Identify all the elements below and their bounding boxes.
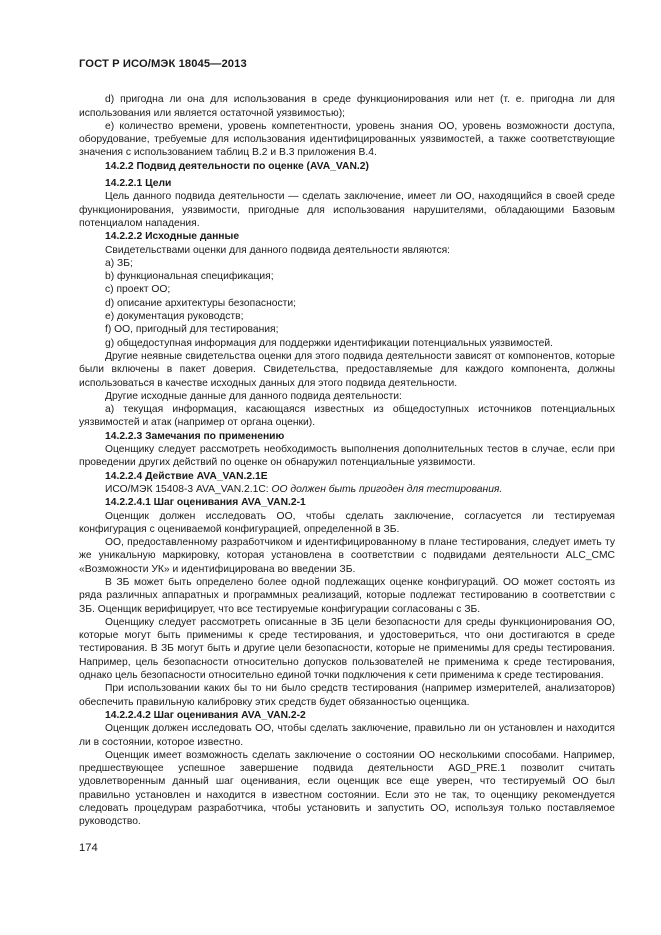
paragraph: d) описание архитектуры безопасности; xyxy=(105,297,296,309)
section-heading: 14.2.2 Подвид деятельности по оценке (AVA_VAN.2) xyxy=(105,160,369,172)
paragraph: Оценщик имеет возможность сделать заключение о состоянии ОО несколькими способами. Например, предшествующее успешное завершение подвида деятельности AGD_PRE.1 позволит считать удовлетворенным данный шаг оценивания, если оценщик все еще уверен, что тестируемый ОО был правильно установлен и находится в известном состоянии. Если это не так, то оценщику рекомендуется следовать процедурам разработчика, чтобы установить и запустить ОО, используя только поставляемое руководство. xyxy=(79,749,615,828)
paragraph: Свидетельствами оценки для данного подвида деятельности являются: xyxy=(105,244,451,256)
paragraph: Другие исходные данные для данного подвида деятельности: xyxy=(105,390,402,402)
section-heading: 14.2.2.4 Действие AVA_VAN.2.1E xyxy=(105,470,268,482)
paragraph: Оценщик должен исследовать ОО, чтобы сделать заключение, согласуется ли тестируемая конфигурация с оцениваемой конфигурацией, определенной в ЗБ. xyxy=(79,510,615,535)
section-heading: 14.2.2.2 Исходные данные xyxy=(105,231,240,243)
paragraph: Оценщик должен исследовать ОО, чтобы сделать заключение, правильно ли он установлен и находится ли в состоянии, которое известно. xyxy=(79,723,615,748)
paragraph: b) функциональная спецификация; xyxy=(105,271,274,283)
page-number: 174 xyxy=(79,842,98,854)
paragraph-lead: ИСО/МЭК 15408-3 AVA_VAN.2.1C: xyxy=(105,483,272,495)
body-text xyxy=(79,93,615,828)
paragraph: d) пригодна ли она для использования в среде функционирования или нет (т. е. пригодна ли для использования или является остаточной уязвимостью); xyxy=(79,94,615,119)
section-heading: 14.2.2.4.2 Шаг оценивания AVA_VAN.2-2 xyxy=(105,709,306,721)
paragraph-emphasis: ОО должен быть пригоден для тестирования. xyxy=(271,483,503,495)
paragraph: e) документация руководств; xyxy=(105,311,244,323)
document-page xyxy=(79,58,615,829)
document-header: ГОСТ Р ИСО/МЭК 18045—2013 xyxy=(79,58,247,70)
paragraph: е) количество времени, уровень компетентности, уровень знания ОО, уровень возможности доступа, оборудование, требуемые для использования идентифицированных уязвимостей, а также соответствующие значения с использованием таблиц В.2 и В.3 приложения В.4. xyxy=(79,120,615,159)
paragraph: a) ЗБ; xyxy=(105,257,133,269)
paragraph: Другие неявные свидетельства оценки для этого подвида деятельности зависят от компонентов, которые были включены в пакет доверия. Свидетельства, предоставляемые для каждого компонента, должны использоваться в качестве исходных данных для этого подвида деятельности. xyxy=(79,350,615,389)
paragraph: При использовании каких бы то ни было средств тестирования (например измерителей, анализаторов) обеспечить правильную калибровку этих средств будет обязанностью оценщика. xyxy=(79,683,615,708)
section-heading: 14.2.2.3 Замечания по применению xyxy=(105,430,285,442)
paragraph xyxy=(79,483,615,496)
paragraph: g) общедоступная информация для поддержки идентификации потенциальных уязвимостей. xyxy=(105,337,554,349)
paragraph: В ЗБ может быть определено более одной подлежащих оценке конфигураций. ОО может состоять из ряда различных аппаратных и программных реализаций, которые подлежат тестированию в соответствии с ЗБ. Оценщик верифицирует, что все тестируемые конфигурации согласованы с ЗБ. xyxy=(79,576,615,615)
paragraph: Оценщику следует рассмотреть необходимость выполнения дополнительных тестов в случае, если при проведении других действий по оценке он обнаружил потенциальные уязвимости. xyxy=(79,444,615,469)
paragraph: a) текущая информация, касающаяся известных из общедоступных источников потенциальных уязвимостей и атак (например от органа оценки). xyxy=(79,404,615,429)
paragraph: c) проект ОО; xyxy=(105,284,171,296)
section-heading: 14.2.2.1 Цели xyxy=(105,178,172,190)
paragraph: Цель данного подвида деятельности — сделать заключение, имеет ли ОО, находящийся в своей среде функционирования, уязвимости, пригодные для использования нарушителями, обладающими Базовым потенциалом нападения. xyxy=(79,191,615,229)
paragraph: ОО, предоставленному разработчиком и идентифицированному в плане тестирования, следует иметь ту же уникальную маркировку, которая установлена в соответствии с подвидами деятельности ALC_CMC «Возможности УК» и идентифицирована во введении ЗБ. xyxy=(79,537,615,575)
paragraph: f) ОО, пригодный для тестирования; xyxy=(105,324,279,336)
section-heading: 14.2.2.4.1 Шаг оценивания AVA_VAN.2-1 xyxy=(105,497,306,509)
paragraph: Оценщику следует рассмотреть описанные в ЗБ цели безопасности для среды функционирования ОО, которые могут быть применимы к среде тестирования, и удостовериться, что они достигаются в среде тестирования. В ЗБ могут быть и другие цели безопасности, которые не применимы для среды тестирования. Например, цель безопасности относительно допусков пользователей не применима к среде тестирования, однако цель безопасности относительно единой точки подключения к сети применима к среде тестирования. xyxy=(79,616,615,682)
